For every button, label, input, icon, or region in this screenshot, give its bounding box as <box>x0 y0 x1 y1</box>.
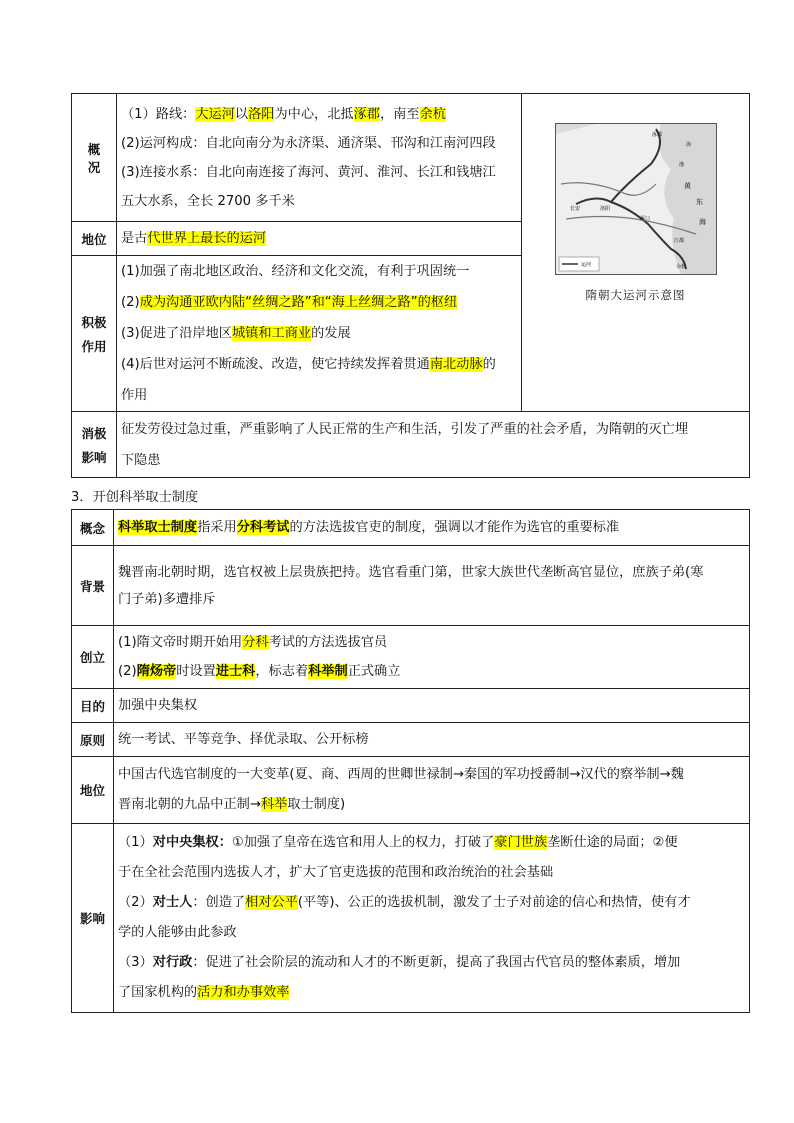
map-label: 东 <box>695 198 703 206</box>
map-caption: 隋朝大运河示意图 <box>585 288 686 302</box>
positive-content: (1)加强了南北地区政治、经济和文化交流，有利于巩固统一 (2)成为沟通亚欧内陆“丝绸之路”和“海上丝绸之路”的枢纽 (3)促进了沿岸地区城镇和工商业的发展 (4)后世对运河不断疏浚、改造，使它持续发挥着贯通南北动脉的 作用 <box>117 256 522 412</box>
principle-label: 原则 <box>72 723 114 757</box>
imperial-exam-table <box>71 509 750 1013</box>
section-title: 3．开创科举取士制度 <box>71 490 199 505</box>
status-content: 是古代世界上最长的运河 <box>117 222 522 256</box>
map-legend-label: 运河 <box>580 262 591 268</box>
composition-line: (2)运河构成：自北向南分为永济渠、通济渠、邗沟和江南河四段 <box>121 135 496 151</box>
map-label: 余杭 <box>675 264 686 270</box>
negative-content: 征发劳役过急过重，严重影响了人民正常的生产和生活，引发了严重的社会矛盾，为隋朝的灭亡埋 下隐患 <box>117 412 750 478</box>
purpose-label: 目的 <box>72 689 114 723</box>
overview-label: 概 况 <box>72 94 117 222</box>
concept-content: 科举取士制度指采用分科考试的方法选拔官吏的制度，强调以才能作为选官的重要标准 <box>114 510 750 546</box>
map-label: 涿郡 <box>651 132 662 138</box>
map-label: 海 <box>685 142 691 148</box>
impact-label: 影响 <box>72 824 114 1013</box>
map-label: 长安 <box>569 206 580 212</box>
overview-content <box>117 94 522 222</box>
position-label: 地位 <box>72 757 114 824</box>
position-content: 中国古代选官制度的一大变革(夏、商、西周的世卿世禄制→秦国的军功授爵制→汉代的察举制→魏 晋南北朝的九品中正制→科举取士制度) <box>114 757 750 824</box>
impact-content: （1）对中央集权：①加强了皇帝在选官和用人上的权力，打破了豪门世族垄断仕途的局面；②便 于在全社会范围内选拔人才，扩大了官吏选拔的范围和政治统治的社会基础 （2）对士人：创造了相对公平(平等)、公正的选拔机制，激发了士子对前途的信心和热情，使有才 学的人能够由此参政 （3）对行政：促进了社会阶层的流动和人才的不断更新，提高了我国古代官员的整体素质，增加 了国家机构的活力和办事效率 <box>114 824 750 1013</box>
map-label: 涿口 <box>639 216 650 222</box>
map-cell <box>522 94 750 412</box>
map-label: 渤 <box>678 162 684 168</box>
principle-content: 统一考试、平等竞争、择优录取、公开标榜 <box>114 723 750 757</box>
status-label: 地位 <box>72 222 117 256</box>
map-label: 黄 <box>683 182 691 190</box>
grand-canal-map <box>555 123 717 275</box>
background-label: 背景 <box>72 546 114 626</box>
concept-label: 概念 <box>72 510 114 546</box>
founding-content: (1)隋文帝时期开始用分科考试的方法选拔官员 (2)隋炀帝时设置进士科，标志着科举制正式确立 <box>114 626 750 689</box>
route-line: （1）路线：大运河以洛阳为中心，北抵涿郡，南至余杭 <box>121 106 446 122</box>
map-label: 海 <box>698 218 706 226</box>
waterways-line-cont: 五大水系，全长 2700 多千米 <box>121 193 295 209</box>
map-label: 江都 <box>673 238 684 244</box>
negative-label: 消极 影响 <box>72 412 117 478</box>
waterways-line: (3)连接水系：自北向南连接了海河、黄河、淮河、长江和钱塘江 <box>121 164 496 180</box>
purpose-content: 加强中央集权 <box>114 689 750 723</box>
grand-canal-table <box>71 93 750 478</box>
positive-label: 积极 作用 <box>72 256 117 412</box>
map-label: 洛阳 <box>599 206 610 212</box>
founding-label: 创立 <box>72 626 114 689</box>
background-content: 魏晋南北朝时期，选官权被上层贵族把持。选官看重门第，世家大族世代垄断高官显位，庶族子弟(寒 门子弟)多遭排斥 <box>114 546 750 626</box>
